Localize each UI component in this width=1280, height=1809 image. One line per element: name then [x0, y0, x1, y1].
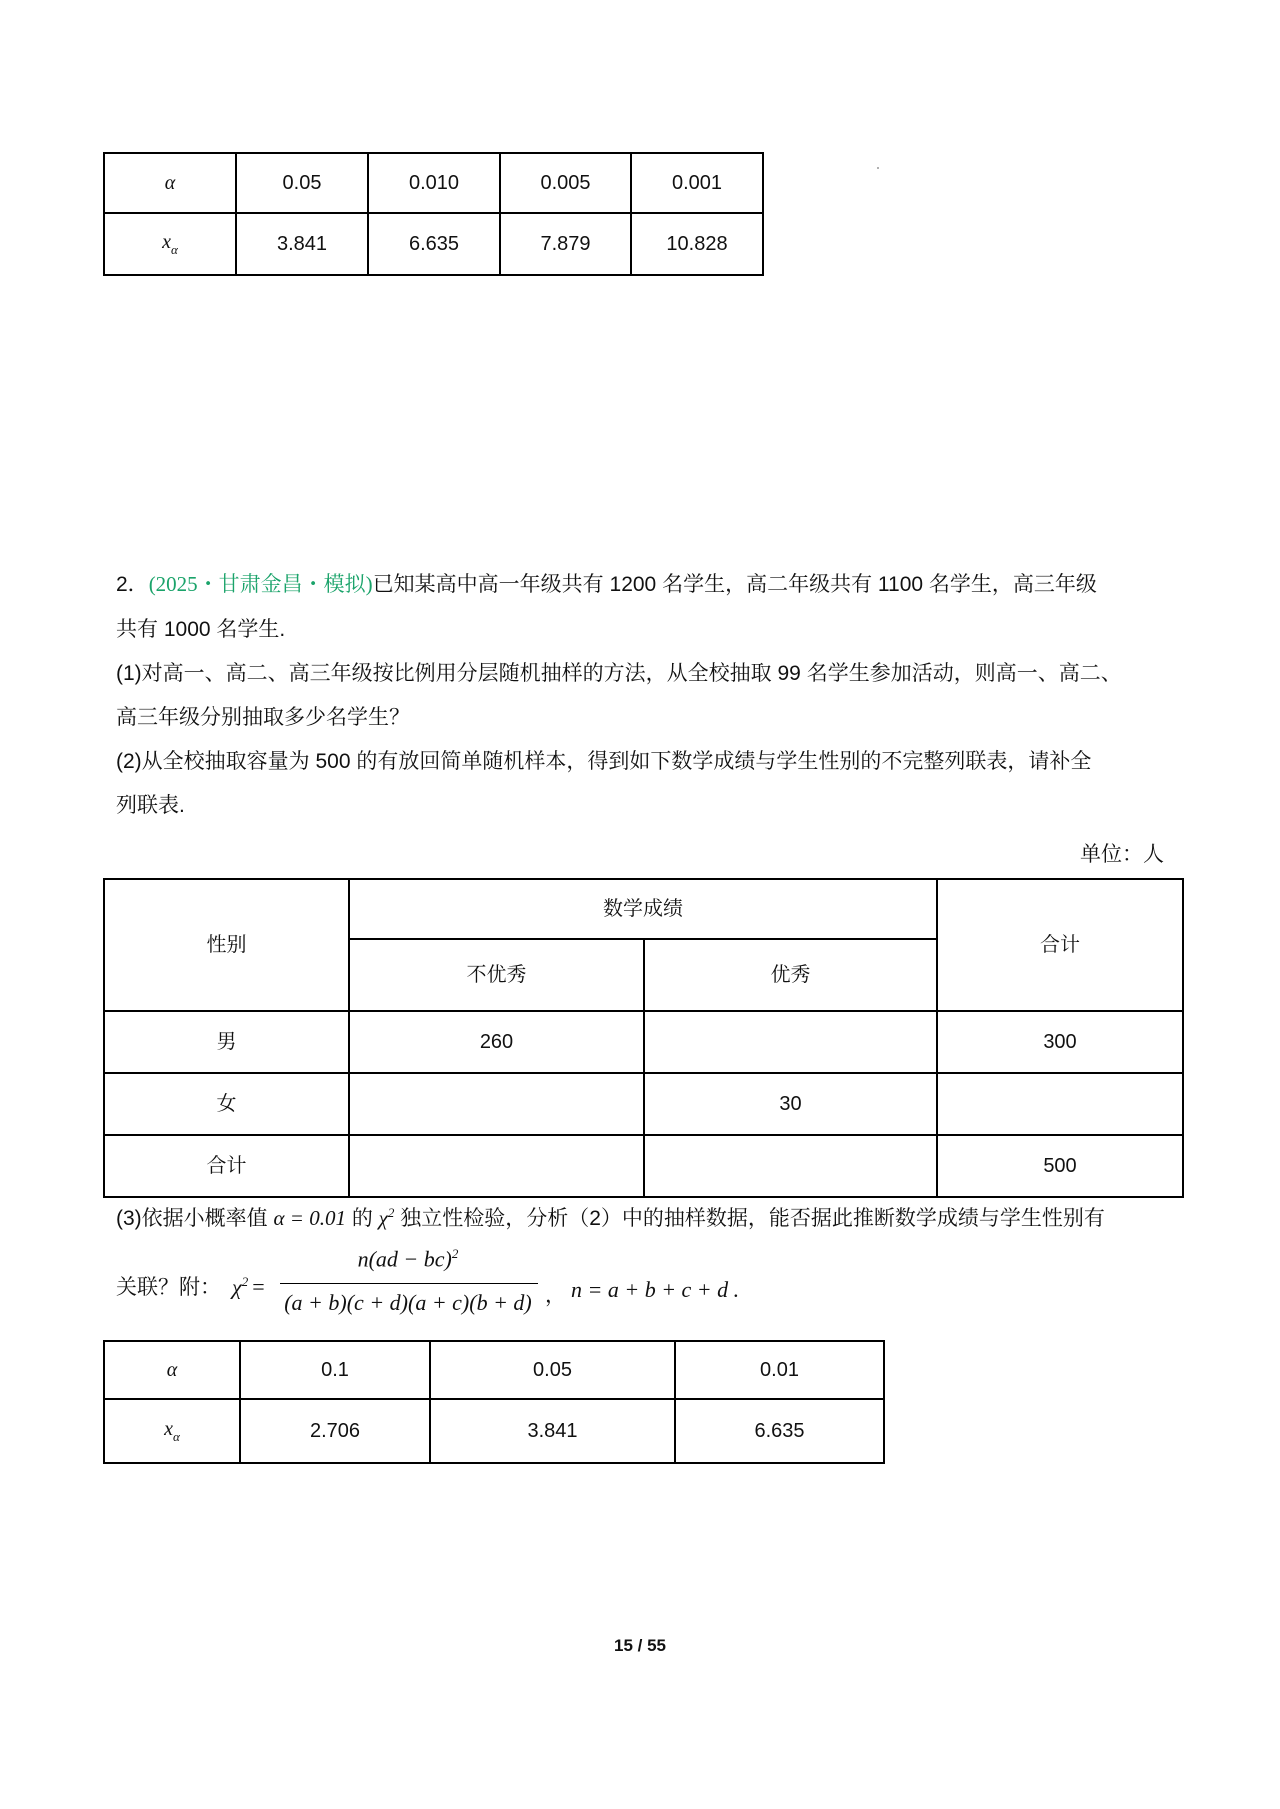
contingency-header-row [104, 879, 1183, 939]
score-header: 数学成绩 [349, 879, 937, 939]
table2-x-cell: 6.635 [675, 1399, 884, 1463]
table2-alpha-cell: 0.05 [430, 1341, 675, 1399]
table1-alpha-row [104, 153, 763, 213]
excellent-cell [644, 1011, 937, 1073]
problem-line-2: 共有 1000 名学生. [116, 618, 286, 641]
part1-line-2: 高三年级分别抽取多少名学生？ [116, 706, 410, 729]
part3-line-1 [116, 1206, 1105, 1229]
table1-alpha-label: α [104, 153, 236, 213]
total-cell: 300 [937, 1011, 1183, 1073]
table-row [104, 1135, 1183, 1197]
total-cell: 500 [937, 1135, 1183, 1197]
formula-denominator: (a + b)(c + d)(a + c)(b + d) [284, 1290, 532, 1315]
part2-line-1: (2)从全校抽取容量为 500 的有放回简单随机样本，得到如下数学成绩与学生性别的不完整列联表，请补全 [116, 750, 1092, 773]
problem-source: (2025・甘肃金昌・模拟) [148, 572, 373, 596]
table2-alpha-cell: 0.01 [675, 1341, 884, 1399]
part3-text-b: 的 [351, 1207, 373, 1230]
table1-alpha-cell: 0.001 [631, 153, 763, 213]
total-cell [937, 1073, 1183, 1135]
table2-x-cell: 2.706 [240, 1399, 430, 1463]
table-row [104, 1073, 1183, 1135]
problem-line-1 [116, 574, 1097, 595]
table1-x-cell: 10.828 [631, 213, 763, 275]
excellent-cell [644, 1135, 937, 1197]
part3-text-a: (3)依据小概率值 [116, 1207, 268, 1230]
table1-x-cell: 6.635 [368, 213, 500, 275]
formula-lhs: $\chi^2$ = [232, 1274, 265, 1300]
problem-number: 2． [116, 573, 149, 596]
not-excellent-cell: 260 [349, 1011, 644, 1073]
row-label: 女 [104, 1073, 349, 1135]
not-excellent-cell [349, 1135, 644, 1197]
problem-intro: 已知某高中高一年级共有 1200 名学生，高二年级共有 1100 名学生，高三年级 [372, 573, 1097, 596]
gender-header: 性别 [104, 879, 349, 1011]
page-number: 15 / 55 [614, 1636, 666, 1655]
stray-mark [877, 167, 879, 169]
table-row [104, 1011, 1183, 1073]
table1-x-cell: 3.841 [236, 213, 368, 275]
table1-x-cell: 7.879 [500, 213, 631, 275]
part1-line-1: (1)对高一、高二、高三年级按比例用分层随机抽样的方法，从全校抽取 99 名学生参加活动，则高一、高二、 [116, 662, 1122, 685]
table1-x-row [104, 213, 763, 275]
excellent-header: 优秀 [644, 939, 937, 1011]
total-header: 合计 [937, 879, 1183, 1011]
fraction-bar [280, 1283, 538, 1284]
table1-alpha-cell: 0.010 [368, 153, 500, 213]
table1-x-label: $x_\alpha$ [104, 213, 236, 275]
not-excellent-cell [349, 1073, 644, 1135]
formula-comma: ， [545, 1284, 566, 1307]
contingency-table [103, 878, 1184, 1198]
table2-alpha-row [104, 1341, 884, 1399]
not-excellent-header: 不优秀 [349, 939, 644, 1011]
critical-value-table-1 [103, 152, 764, 276]
alpha-expression: α = 0.01 [273, 1206, 346, 1230]
table1-alpha-cell: 0.05 [236, 153, 368, 213]
table2-x-label: $x_\alpha$ [104, 1399, 240, 1463]
part3-text-c: 独立性检验，分析（2）中的抽样数据，能否据此推断数学成绩与学生性别有 [400, 1207, 1105, 1230]
critical-value-table-2 [103, 1340, 885, 1464]
table2-x-cell: 3.841 [430, 1399, 675, 1463]
row-label: 男 [104, 1011, 349, 1073]
part2-line-2: 列联表. [116, 794, 185, 817]
row-label: 合计 [104, 1135, 349, 1197]
table2-alpha-cell: 0.1 [240, 1341, 430, 1399]
unit-label: 单位：人 [1080, 843, 1164, 866]
excellent-cell: 30 [644, 1073, 937, 1135]
table1-alpha-cell: 0.005 [500, 153, 631, 213]
chi-symbol: $\chi^2$ [378, 1205, 395, 1230]
formula-numerator: n(ad − bc)$^2$ [357, 1246, 459, 1272]
n-definition: n = a + b + c + d . [571, 1277, 740, 1302]
table2-alpha-label: α [104, 1341, 240, 1399]
table2-x-row [104, 1399, 884, 1463]
part3-line-2-label: 关联？附： [116, 1276, 221, 1299]
